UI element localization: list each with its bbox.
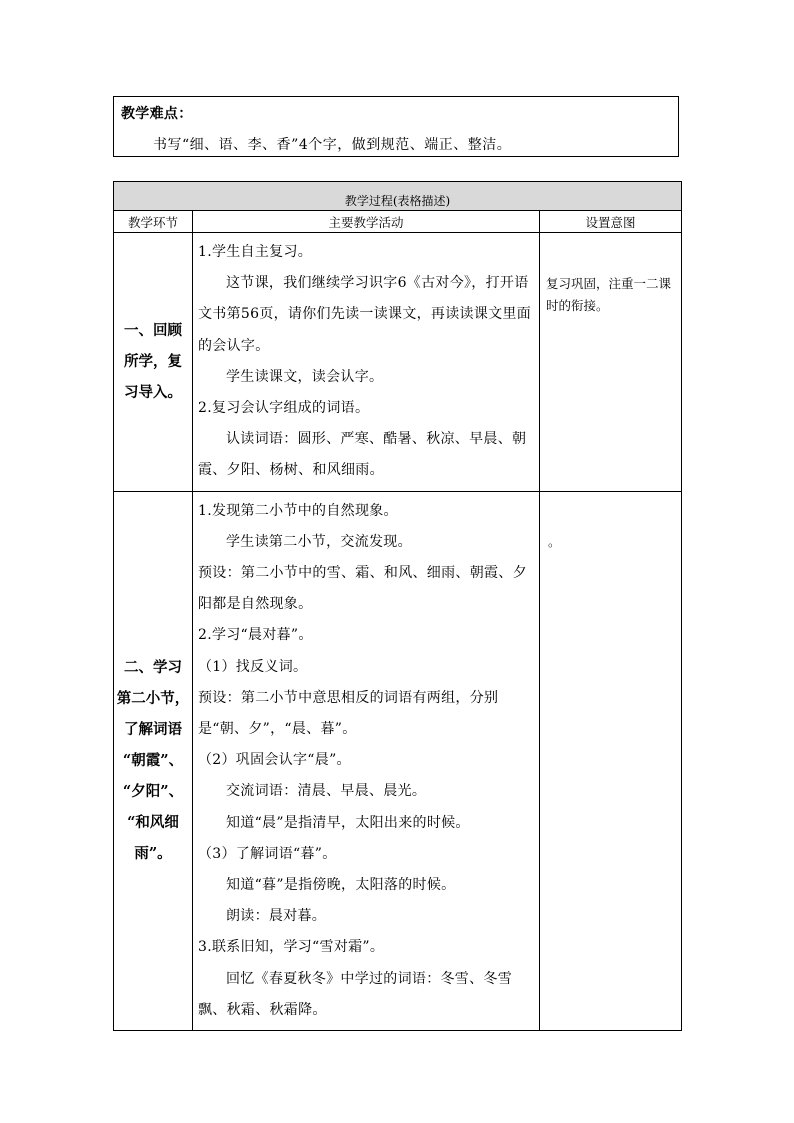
activity-line: 学生读课文，读会认字。 xyxy=(226,368,384,385)
step-cell xyxy=(114,233,193,492)
activity-line: 预设：第二小节中意思相反的词语有两组，分别是“朝、夕”，“晨、暮”。 xyxy=(198,689,499,738)
activity-line: （2）巩固会认字“晨”。 xyxy=(198,752,351,769)
step-line: “和风细 xyxy=(127,814,179,832)
step-line: 二、学习 xyxy=(124,659,182,677)
activity-line: 学生读第二小节，交流发现。 xyxy=(226,533,412,550)
step-line: 第二小节， xyxy=(116,690,190,708)
step-cell xyxy=(114,491,193,1030)
activity-line: 回忆《春夏秋冬》中学过的词语：冬雪、冬雪飘、秋霜、秋霜降。 xyxy=(198,970,512,1018)
activity-line: 朗读：晨对暮。 xyxy=(226,908,327,925)
step-line: “夕阳”、 xyxy=(122,783,184,801)
purpose-cell: 。 xyxy=(540,491,682,1030)
activity-line: 3.联系旧知，学习“雪对霜”。 xyxy=(198,939,385,956)
purpose-cell: 复习巩固，注重一二课时的衔接。 xyxy=(540,233,682,492)
activity-line: 1.学生自主复习。 xyxy=(198,244,313,260)
table-row xyxy=(114,491,682,1030)
activity-line: （1）找反义词。 xyxy=(198,658,308,675)
teaching-difficulty-title: 教学难点： xyxy=(121,106,193,122)
activity-line: 2.复习会认字组成的词语。 xyxy=(198,400,370,417)
header-purpose: 设置意图 xyxy=(540,211,682,233)
step-line: 所学，复 xyxy=(124,353,182,371)
activity-line: （3）了解词语“暮”。 xyxy=(198,845,337,862)
teaching-difficulty-text: 书写“细、语、李、香”4个字，做到规范、端正、整洁。 xyxy=(153,137,512,153)
activity-line: 1.发现第二小节中的自然现象。 xyxy=(198,502,398,519)
teaching-process-table xyxy=(113,181,682,1031)
teaching-difficulty-box xyxy=(113,96,679,157)
activity-line: 预设：第二小节中的雪、霜、和风、细雨、朝霞、夕阳都是自然现象。 xyxy=(198,565,527,613)
activity-line: 知道“暮”是指傍晚，太阳落的时候。 xyxy=(226,877,456,894)
activity-line: 认读词语：圆形、严寒、酷暑、秋凉、早晨、朝霞、夕阳、杨树、和风细雨。 xyxy=(198,431,527,479)
step-line: 习导入。 xyxy=(124,384,182,402)
step-line: 了解词语 xyxy=(124,721,182,739)
table-row xyxy=(114,233,682,492)
header-step: 教学环节 xyxy=(114,211,193,233)
activity-line: 知道“晨”是指清早，太阳出来的时候。 xyxy=(226,814,470,831)
step-line: 雨”。 xyxy=(134,845,172,863)
header-activity: 主要教学活动 xyxy=(193,211,540,233)
activity-line: 2.学习“晨对暮”。 xyxy=(198,627,313,644)
activity-cell xyxy=(193,491,540,1030)
table-caption: 教学过程(表格描述) xyxy=(114,182,682,211)
step-line: 一、回顾 xyxy=(124,322,182,340)
activity-line: 这节课，我们继续学习识字6《古对今》，打开语文书第56页，请你们先读一读课文，再读读课文里面的会认字。 xyxy=(198,275,532,354)
step-line: “朝霞”、 xyxy=(122,752,184,770)
activity-cell xyxy=(193,233,540,492)
activity-line: 交流词语：清晨、早晨、晨光。 xyxy=(226,783,427,800)
